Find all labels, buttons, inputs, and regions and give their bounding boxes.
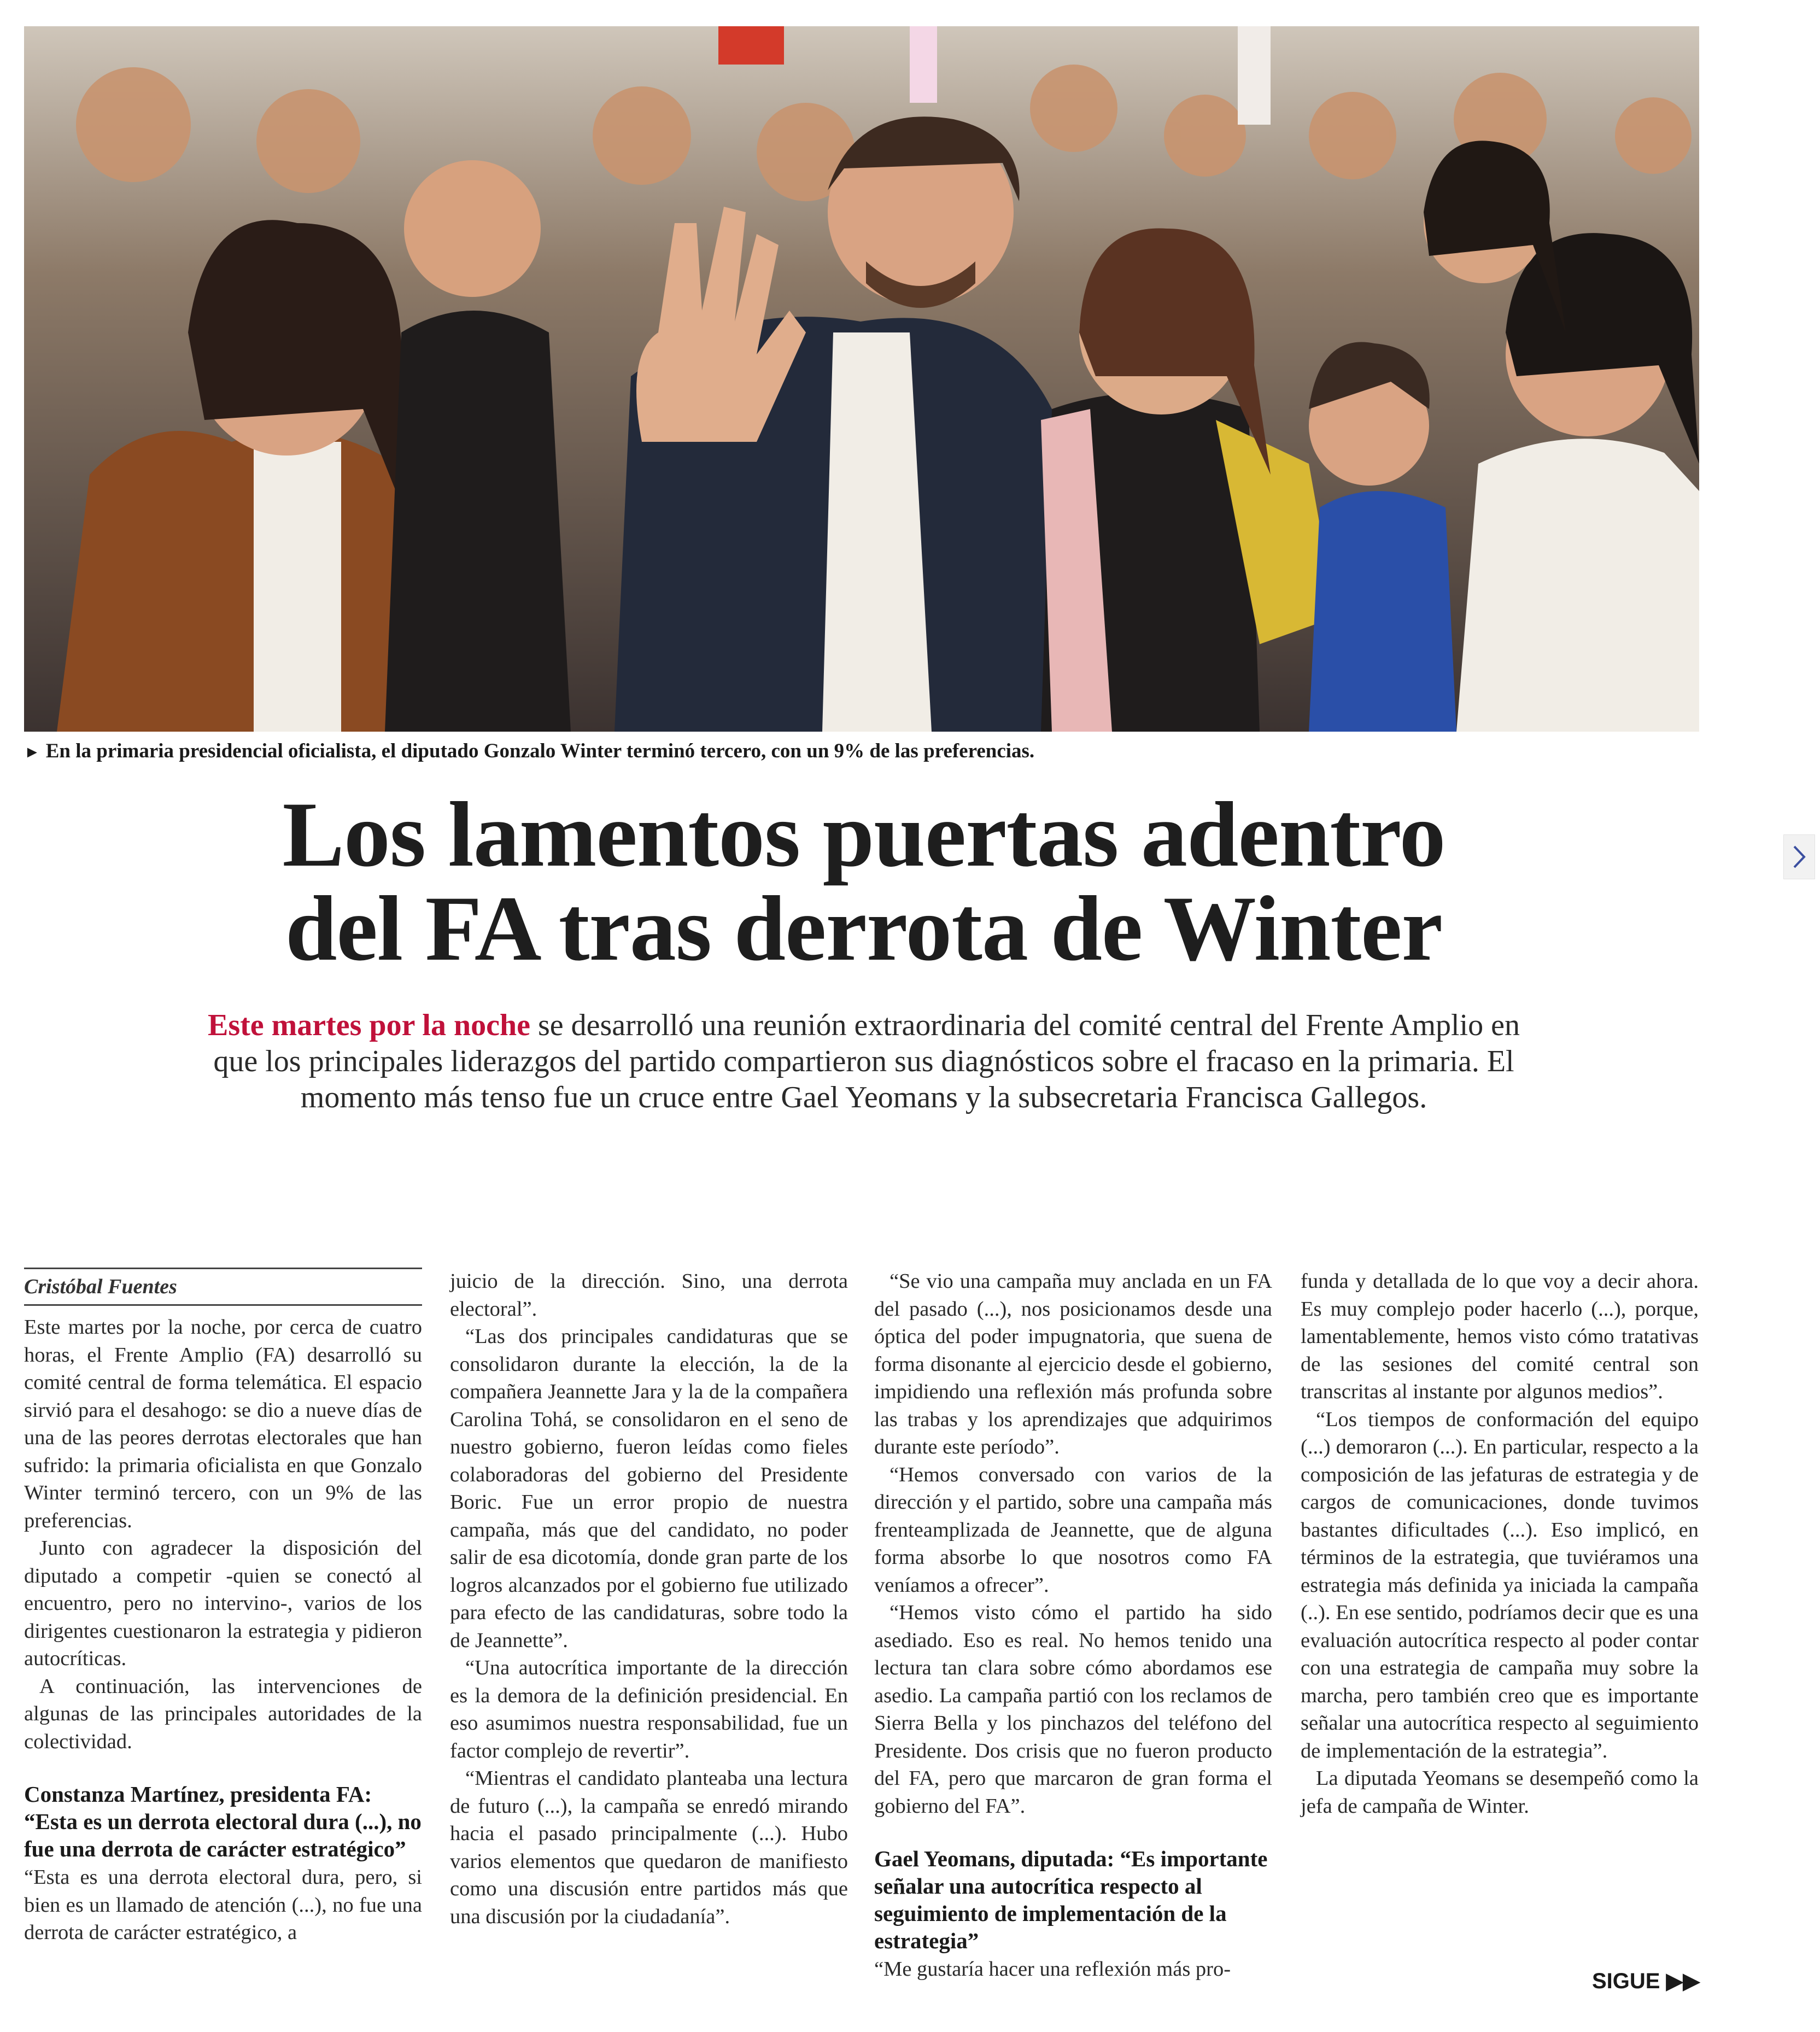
paragraph: La diputada Yeomans se desempeñó como la jefa de campaña de Winter. [1301,1767,1699,1818]
chevron-right-icon [1791,844,1807,869]
photo-caption [24,739,1034,763]
article-column-2 [450,1268,848,1930]
paragraph: “Los tiempos de conformación del equipo (...) demoraron (...). En particular, respecto a la composición de las jefaturas de estrategia y de cargos de comunicaciones, donde tuvimos bastantes dificultades (...). Eso implicó, en términos de la estrategia, que tuviéramos una estrategia más definida ya iniciada la campaña (..). En ese sentido, podríamos decir que es una evaluación autocrítica respecto al poder contar con una estrategia de campaña muy sobre la marcha, pero también creo que es importante señalar una autocrítica respecto al seguimiento de implementación de la estrategia”. [1301,1408,1699,1762]
paragraph: A continuación, las intervenciones de algunas de las principales autoridades de la colectividad. [24,1674,422,1753]
caption-marker-icon: ► [24,743,40,761]
paragraph: “Mientras el candidato planteaba una lectura de futuro (...), la campaña se enredó mirando hacia el pasado principalmente (...). Hubo varios elementos que quedaron de manifiesto como una discusión entre partidos más que una discusión por la ciudadanía”. [450,1767,848,1928]
byline: Cristóbal Fuentes [24,1268,422,1306]
dek-highlight: Este martes por la noche [207,1008,530,1042]
article-column-1 [24,1268,422,1947]
paragraph: “Se vio una campaña muy anclada en un FA del pasado (...), nos posicionamos desde una óptica del poder impugnatoria, que suena de forma disonante al ejercicio desde el gobierno, impidiendo una reflexión más profunda sobre las trabas y los aprendizajes que adquirimos durante este período”. [874,1270,1272,1458]
paragraph: “Me gustaría hacer una reflexión más pro- [874,1958,1231,1981]
dek-text: se desarrolló una reunión extraordinaria del comité central del Frente Amplio en que los principales liderazgos del partido compartieron sus diagnósticos sobre el fracaso en la primaria. El momento más tenso fue un cruce entre Gael Yeomans y la subsecretaria Francisca Gallegos. [213,1008,1520,1114]
dek [0,1007,1728,1116]
paragraph: “Esta es una derrota electoral dura, pero, si bien es un llamado de atención (...), no fue una derrota de carácter estratégico, a [24,1866,422,1944]
subhead-constanza-martinez: Constanza Martínez, presidenta FA: “Esta es un derrota electoral dura (...), no fue una derrota de carácter estratégico” [24,1782,422,1861]
paragraph: Este martes por la noche, por cerca de cuatro horas, el Frente Amplio (FA) desarrolló su comité central de forma telemática. El espacio sirvió para el desahogo: se dio a nueve días de una de las peores derrotas electorales que han sufrido: la primaria oficialista en que Gonzalo Winter terminó tercero, con un 9% de las preferencias. [24,1316,422,1532]
crowd-photo-illustration [24,26,1699,732]
paragraph: funda y detallada de lo que voy a decir ahora. Es muy complejo poder hacerlo (...), porque, lamentablemente, hemos visto cómo tratativas de las sesiones del comité central son transcritas al instante por algunos medios”. [1301,1270,1699,1403]
headline-line-1: Los lamentos puertas adentro [282,783,1446,886]
caption-text: En la primaria presidencial oficialista, el diputado Gonzalo Winter terminó tercero, con un 9% de las preferencias. [45,740,1035,762]
headline [0,783,1728,980]
article-column-3 [874,1268,1272,1983]
paragraph: juicio de la dirección. Sino, una derrota electoral”. [450,1270,848,1321]
lead-photo [24,26,1699,732]
article-column-4 [1301,1268,1699,1820]
paragraph: “Hemos conversado con varios de la dirección y el partido, sobre una campaña más frenteamplizada de Jeannette, que de alguna forma absorbe lo que nosotros como FA veníamos a ofrecer”. [874,1463,1272,1597]
subhead-gael-yeomans: Gael Yeomans, diputada: “Es importante señalar una autocrítica respecto al seguimiento de implementación de la estrategia” [874,1846,1268,1953]
paragraph: “Las dos principales candidaturas que se consolidaron durante la elección, la de la compañera Jeannette Jara y la de la compañera Carolina Tohá, se consolidaron en el seno de nuestro gobierno, fueron leídas como fieles colaboradoras del gobierno del Presidente Boric. Fue un error propio de nuestra campaña, más que del candidato, no poder salir de esa dicotomía, donde gran parte de los logros alcanzados por el gobierno fue utilizado para efecto de las candidaturas, sobre todo la de Jeannette”. [450,1325,848,1652]
headline-line-2: del FA tras derrota de Winter [285,877,1443,980]
paragraph: Junto con agradecer la disposición del diputado a competir -quien se conectó al encuentro, pero no intervino-, varios de los dirigentes cuestionaron la estrategia y pidieron autocríticas. [24,1537,422,1670]
paragraph: “Hemos visto cómo el partido ha sido asediado. Eso es real. No hemos tenido una lectura tan clara sobre cómo abordamos ese asedio. La campaña partió con los reclamos de Sierra Bella y los pinchazos del teléfono del Presidente. Dos crisis que no fueron producto del FA, pero que marcaron de gran forma el gobierno del FA”. [874,1601,1272,1818]
continue-label: SIGUE ▶▶ [1592,1969,1700,1993]
paragraph: “Una autocrítica importante de la dirección es la demora de la definición presidencial. En eso asumimos nuestra responsabilidad, fue un factor complejo de revertir”. [450,1656,848,1762]
next-page-button[interactable] [1783,834,1815,879]
